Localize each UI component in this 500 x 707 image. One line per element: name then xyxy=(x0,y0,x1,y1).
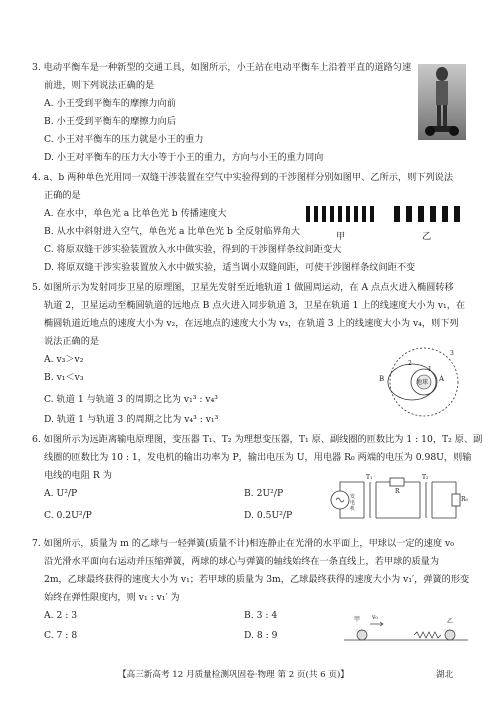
q6-stem-line3: 电线的电阻 R 为 xyxy=(44,470,112,481)
v0-label: v₀ xyxy=(372,614,378,621)
q6-stem-line2: 线圈的匝数比为 10 : 1，发电机的输出功率为 P，输出电压为 U，用电器 R₀ 两端的电压为 0.98U，则输 xyxy=(44,452,472,463)
q5-stem-line2: 轨道 2，卫星运动至椭圆轨道的远地点 B 点火进入同步轨道 3，卫星在轨道 1 上的线速度大小为 v₁，在 xyxy=(44,300,466,311)
q4-option-d: D. 将原双缝干涉实验装置放入水中做实验，适当调小双缝间距，可使干涉图样条纹间距不变 xyxy=(44,262,416,273)
q3-option-b: B. 小王受到平衡车的摩擦力向后 xyxy=(44,116,177,127)
pattern-label-yi: 乙 xyxy=(422,231,432,242)
t2-label: T₂ xyxy=(422,474,429,481)
q6-option-b: B. 2U²/P xyxy=(244,488,284,499)
balance-scooter-photo xyxy=(418,64,466,140)
q4-stem-line1: 4. a、b 两种单色光用同一双缝干涉装置在空气中实验得到的干涉图样分别如图甲、乙所示，则下列说法 xyxy=(32,172,454,183)
orbit-2-label: 2 xyxy=(408,360,412,367)
t1-label: T₁ xyxy=(366,474,373,481)
q6-stem-line1: 6. 如图所示为远距离输电原理图，变压器 T₁、T₂ 为理想变压器，T₁ 原、副线圈的匝数比为 1 : 10，T₂ 原、副 xyxy=(32,434,483,445)
interference-pattern-diagram xyxy=(304,204,464,244)
q3-option-d: D. 小王对平衡车的压力大小等于小王的重力，方向与小王的重力同向 xyxy=(44,152,324,163)
q7-option-b: B. 3 : 4 xyxy=(244,610,278,621)
point-a-label: A xyxy=(439,375,445,383)
q5-stem-line3: 椭圆轨道近地点的速度大小为 v₂，在远地点的速度大小为 v₃，在轨道 3 上的线速度大小为 v₄，则下列 xyxy=(44,318,459,329)
q4-option-b: B. 从水中斜射进入空气，单色光 a 比单色光 b 全反射临界角大 xyxy=(44,226,301,237)
r-label: R xyxy=(395,488,400,495)
q5-option-c: C. 轨道 1 与轨道 3 的周期之比为 v₁³ : v₄³ xyxy=(44,394,218,405)
orbit-1-label: 1 xyxy=(428,366,432,373)
footer-title: 【高三新高考 12 月质量检测巩固卷·物理 第 2 页(共 6 页)】 xyxy=(118,670,349,680)
r0-label: R₀ xyxy=(461,496,468,503)
q3-option-a: A. 小王受到平衡车的摩擦力向前 xyxy=(44,98,176,109)
q5-option-b: B. v₁＜v₃ xyxy=(44,372,84,383)
footer-region: 湖北 xyxy=(436,670,454,680)
q6-option-d: D. 0.5U²/P xyxy=(244,510,293,521)
power-transmission-diagram xyxy=(328,474,468,526)
q4-stem-line2: 正确的是 xyxy=(44,190,81,201)
earth-label: 地球 xyxy=(416,379,429,386)
ball-spring-diagram xyxy=(344,614,468,646)
q3-stem-line2: 前进，则下列说法正确的是 xyxy=(44,80,155,91)
q3-option-c: C. 小王对平衡车的压力就是小王的重力 xyxy=(44,134,204,145)
q7-stem-line3: 2m，乙球最终获得的速度大小为 v₁；若甲球的质量为 3m，乙球最终获得的速度大小为 v₁′，弹簧的形变 xyxy=(44,574,470,585)
q7-stem-line1: 7. 如图所示，质量为 m 的乙球与一轻弹簧(质量不计)相连静止在光滑的水平面上，甲球以一定的速度 v₀ xyxy=(32,538,454,549)
q6-option-c: C. 0.2U²/P xyxy=(44,510,92,521)
q3-stem-line1: 3. 电动平衡车是一种新型的交通工具，如图所示，小王站在电动平衡车上沿着平直的道路匀速 xyxy=(32,62,412,73)
orbit-diagram xyxy=(378,346,470,418)
q5-option-d: D. 轨道 1 与轨道 3 的周期之比为 v₄³ : v₁³ xyxy=(44,414,219,425)
q4-option-a: A. 在水中，单色光 a 比单色光 b 传播速度大 xyxy=(44,208,227,219)
q4-option-c: C. 将原双缝干涉实验装置放入水中做实验，得到的干涉图样条纹间距变大 xyxy=(44,244,342,255)
orbit-3-label: 3 xyxy=(450,350,454,357)
generator-label: 发电机 xyxy=(350,494,356,512)
q7-stem-line2: 沿光滑水平面向右运动并压缩弹簧，两球的球心与弹簧的轴线始终在一条直线上，若甲球的质量为 xyxy=(44,556,440,567)
q5-stem-line4: 说法正确的是 xyxy=(44,336,100,347)
q5-stem-line1: 5. 如图所示为发射同步卫星的原理图，卫星先发射至近地轨道 1 做圆周运动，在 A 点点火进入椭圆转移 xyxy=(32,282,454,293)
q5-option-a: A. v₃＞v₂ xyxy=(44,354,84,365)
ball-yi-label: 乙 xyxy=(447,618,454,625)
page-footer xyxy=(0,668,500,682)
point-b-label: B xyxy=(379,375,385,383)
q7-option-c: C. 7 : 8 xyxy=(44,630,78,641)
q7-option-d: D. 8 : 9 xyxy=(244,630,278,641)
q7-stem-line4: 始终在弹性限度内，则 v₁ : v₁′ 为 xyxy=(44,592,180,603)
q6-option-a: A. U²/P xyxy=(44,488,78,499)
ball-jia-label: 甲 xyxy=(354,616,361,623)
pattern-label-jia: 甲 xyxy=(336,231,346,242)
q7-option-a: A. 2 : 3 xyxy=(44,610,78,621)
